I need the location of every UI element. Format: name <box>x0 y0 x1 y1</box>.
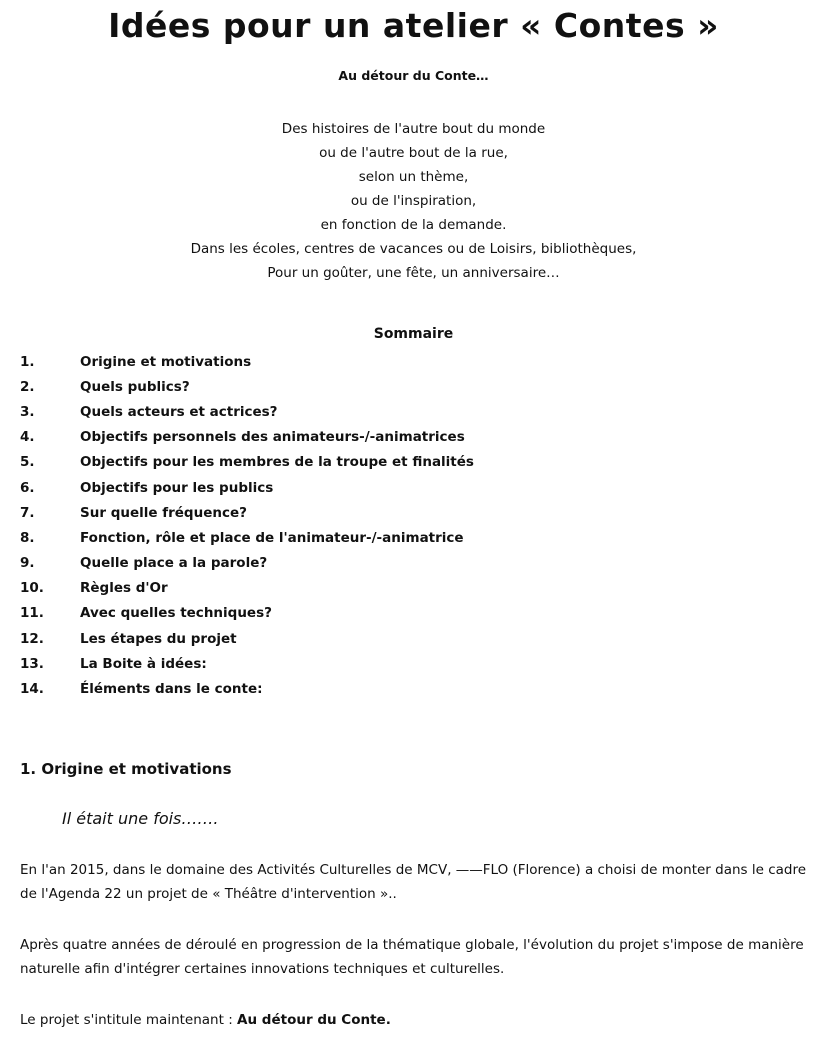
toc-item[interactable] <box>20 576 474 601</box>
toc-item[interactable] <box>20 500 474 525</box>
toc-number: 14. <box>20 681 44 698</box>
intro-line: ou de l'autre bout de la rue, <box>319 145 508 161</box>
toc-item[interactable] <box>20 450 474 475</box>
toc-item[interactable] <box>20 349 474 374</box>
toc-label: Objectifs personnels des animateurs-/-animatrices <box>80 429 465 446</box>
toc-number: 3. <box>20 403 35 420</box>
paragraph <box>20 1008 815 1032</box>
toc-item[interactable] <box>20 676 474 701</box>
toc-label: Fonction, rôle et place de l'animateur-/-animatrice <box>80 529 464 546</box>
toc-number: 9. <box>20 555 35 572</box>
paragraph-text: Le projet s'intitule maintenant : <box>20 1012 238 1028</box>
toc-number: 11. <box>20 605 44 622</box>
table-of-contents <box>20 349 474 702</box>
intro-line: Dans les écoles, centres de vacances ou de Loisirs, bibliothèques, <box>190 241 637 257</box>
intro-line: Pour un goûter, une fête, un anniversaire… <box>267 265 560 281</box>
toc-item[interactable] <box>20 551 474 576</box>
toc-number: 6. <box>20 479 35 496</box>
toc-label: Objectifs pour les publics <box>80 479 274 496</box>
toc-number: 12. <box>20 630 44 647</box>
toc-number: 2. <box>20 378 35 395</box>
toc-item[interactable] <box>20 525 474 550</box>
intro-text <box>0 117 827 285</box>
toc-number: 13. <box>20 655 44 672</box>
paragraph: Après quatre années de déroulé en progression de la thématique globale, l'évolution du projet s'impose de manière naturelle afin d'intégrer certaines innovations techniques et culturelles. <box>20 937 804 977</box>
toc-item[interactable] <box>20 626 474 651</box>
toc-label: La Boite à idées: <box>80 655 207 672</box>
toc-item[interactable] <box>20 475 474 500</box>
toc-label: Origine et motivations <box>80 353 252 370</box>
paragraph: En l'an 2015, dans le domaine des Activités Culturelles de MCV, ——FLO (Florence) a choisi de monter dans le cadre de l'Agenda 22 un projet de « Théâtre d'intervention ».. <box>20 862 807 902</box>
toc-item[interactable] <box>20 374 474 399</box>
toc-label: Sur quelle fréquence? <box>80 504 247 521</box>
subtitle: Au détour du Conte… <box>338 68 489 83</box>
intro-line: selon un thème, <box>358 169 469 185</box>
toc-item[interactable] <box>20 399 474 424</box>
toc-label: Règles d'Or <box>80 580 168 597</box>
opening-phrase: Il était une fois……. <box>62 809 219 828</box>
toc-label: Les étapes du projet <box>80 630 237 647</box>
project-name: Au détour du Conte. <box>237 1012 391 1028</box>
document-title: Idées pour un atelier « Contes » <box>108 6 719 45</box>
intro-line: en fonction de la demande. <box>320 217 507 233</box>
toc-item[interactable] <box>20 651 474 676</box>
toc-label: Objectifs pour les membres de la troupe et finalités <box>80 454 474 471</box>
toc-heading: Sommaire <box>373 326 454 342</box>
toc-number: 1. <box>20 353 35 370</box>
toc-item[interactable] <box>20 601 474 626</box>
toc-number: 8. <box>20 529 35 546</box>
toc-label: Quelle place a la parole? <box>80 555 268 572</box>
toc-item[interactable] <box>20 425 474 450</box>
toc-label: Éléments dans le conte: <box>80 681 263 698</box>
toc-label: Quels publics? <box>80 378 190 395</box>
toc-number: 4. <box>20 429 35 446</box>
toc-number: 7. <box>20 504 35 521</box>
toc-label: Quels acteurs et actrices? <box>80 403 278 420</box>
toc-number: 10. <box>20 580 44 597</box>
toc-number: 5. <box>20 454 35 471</box>
intro-line: ou de l'inspiration, <box>350 193 477 209</box>
section-heading: 1. Origine et motivations <box>20 760 232 778</box>
toc-label: Avec quelles techniques? <box>80 605 272 622</box>
intro-line: Des histoires de l'autre bout du monde <box>281 121 546 137</box>
